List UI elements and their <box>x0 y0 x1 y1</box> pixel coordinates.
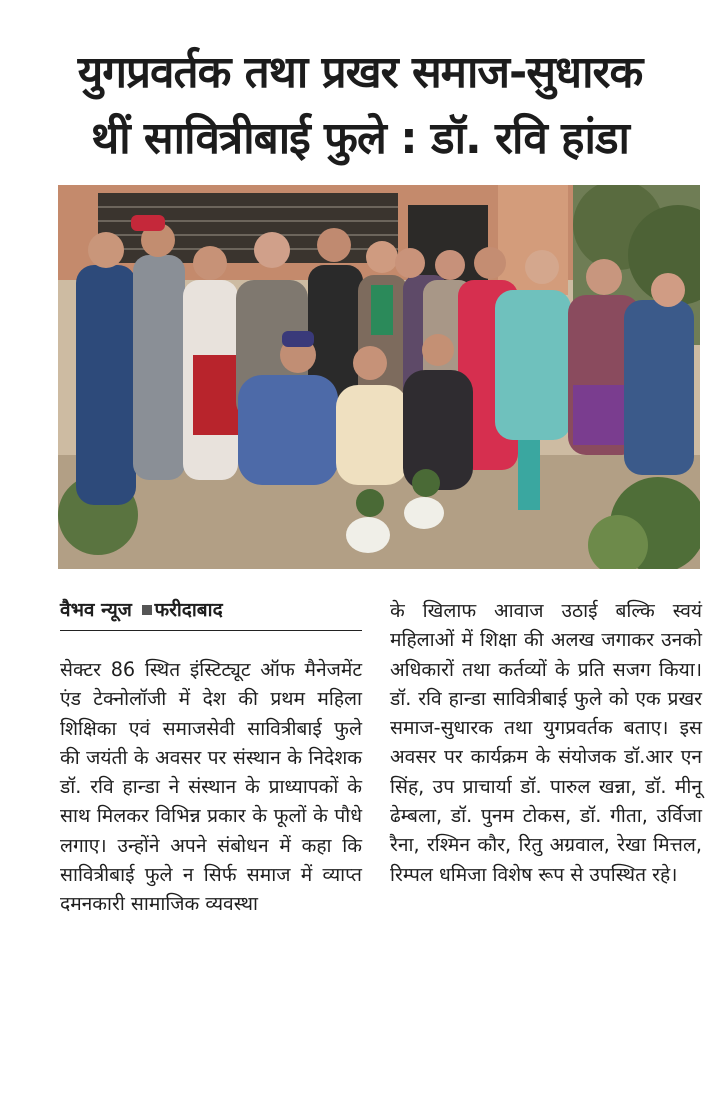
square-bullet-icon <box>142 605 152 615</box>
article-column-right <box>390 596 702 889</box>
dateline <box>60 596 362 631</box>
dateline-source: वैभव न्यूज <box>60 599 132 621</box>
group-photo-illustration <box>58 185 700 569</box>
news-photo <box>58 185 700 569</box>
article-paragraph-right: के खिलाफ आवाज उठाई बल्कि स्वयं महिलाओं में शिक्षा की अलख जगाकर उनको अधिकारों तथा कर्तव्यों के प्रति सजग किया। डॉ. रवि हान्डा सावित्रीबाई फुले को एक प्रखर समाज-सुधारक तथा युगप्रवर्तक बताए। इस अवसर पर कार्यक्रम के संयोजक डॉ.आर एन सिंह, उप प्राचार्या डॉ. पारुल खन्ना, डॉ. मीनू ढेम्बला, डॉ. पुनम टोकस, डॉ. गीता, उर्विजा रैना, रश्मिन कौर, रितु अग्रवाल, रेखा मित्तल, रिम्पल धमिजा विशेष रूप से उपस्थित रहे। <box>390 599 702 886</box>
headline-line-2: थीं सावित्रीबाई फुले : डॉ. रवि हांडा <box>91 113 629 164</box>
headline-line-1: युगप्रवर्तक तथा प्रखर समाज-सुधारक <box>77 47 643 98</box>
article-paragraph-left: सेक्टर 86 स्थित इंस्टिट्यूट ऑफ मैनेजमेंट एंड टेक्नोलॉजी में देश की प्रथम महिला शिक्षिका एवं समाजसेवी सावित्रीबाई फुले की जयंती के अवसर पर संस्थान के निदेशक डॉ. रवि हान्डा ने संस्थान के प्राध्यापकों के साथ मिलकर विभिन्न प्रकार के फूलों के पौधे लगाए। उन्होंने अपने संबोधन में कहा कि सावित्रीबाई फुले न सिर्फ समाज में व्याप्त दमनकारी सामाजिक व्यवस्था <box>60 658 362 916</box>
headline <box>0 40 720 172</box>
dateline-place: फरीदाबाद <box>154 599 223 621</box>
article-column-left <box>60 596 362 919</box>
